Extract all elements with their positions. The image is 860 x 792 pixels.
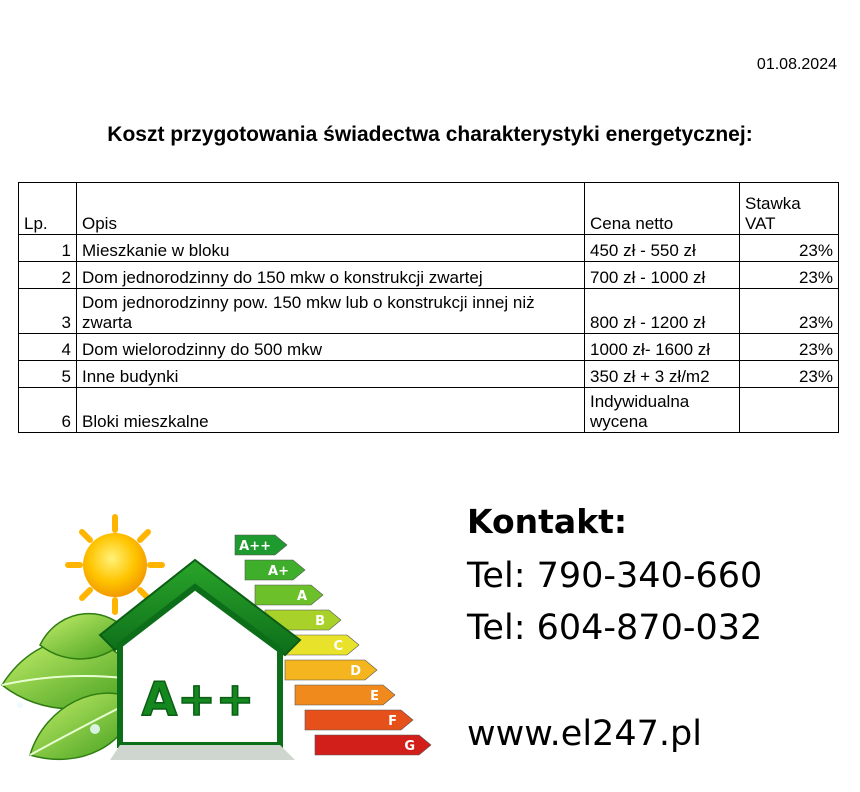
header-cena: Cena netto [585, 183, 740, 235]
table-row [19, 334, 839, 361]
cell-vat: 23% [740, 235, 839, 262]
energy-logo [0, 505, 440, 792]
table-row [19, 235, 839, 262]
table-header-row [19, 183, 839, 235]
contact-phone-2[interactable]: Tel: 604-870-032 [467, 608, 763, 648]
energy-class-label: D [350, 664, 361, 679]
cell-opis: Dom wielorodzinny do 500 mkw [77, 334, 585, 361]
energy-class-label: E [370, 689, 379, 704]
cell-lp: 5 [19, 361, 77, 388]
cell-cena: 700 zł - 1000 zł [585, 262, 740, 289]
cell-opis: Mieszkanie w bloku [77, 235, 585, 262]
energy-class-arrow [295, 685, 395, 705]
energy-class-label: B [315, 614, 325, 629]
cell-vat: 23% [740, 361, 839, 388]
energy-class-arrow [255, 585, 323, 605]
cell-lp: 4 [19, 334, 77, 361]
cell-lp: 3 [19, 289, 77, 334]
table-row [19, 361, 839, 388]
energy-class-label: F [388, 714, 397, 729]
energy-class-label: G [404, 739, 415, 754]
document-date: 01.08.2024 [756, 56, 837, 73]
header-lp: Lp. [19, 183, 77, 235]
contact-website-link[interactable]: www.el247.pl [467, 714, 702, 754]
cell-vat: 23% [740, 289, 839, 334]
cell-vat [740, 388, 839, 433]
energy-class-label: A++ [239, 539, 271, 554]
cell-lp: 2 [19, 262, 77, 289]
cell-vat: 23% [740, 262, 839, 289]
header-vat: Stawka VAT [740, 183, 839, 235]
table-row [19, 289, 839, 334]
cell-lp: 6 [19, 388, 77, 433]
contact-title: Kontakt: [467, 502, 628, 541]
cell-opis: Bloki mieszkalne [77, 388, 585, 433]
cell-cena: Indywidualna wycena [585, 388, 740, 433]
cell-opis: Inne budynki [77, 361, 585, 388]
cell-cena: 350 zł + 3 zł/m2 [585, 361, 740, 388]
cell-vat: 23% [740, 334, 839, 361]
energy-class-label: A [296, 589, 307, 604]
energy-class-label: C [333, 639, 343, 654]
price-table [18, 182, 839, 433]
cell-cena: 450 zł - 550 zł [585, 235, 740, 262]
energy-class-arrow [285, 660, 377, 680]
table-row [19, 388, 839, 433]
header-opis: Opis [77, 183, 585, 235]
cell-opis: Dom jednorodzinny do 150 mkw o konstrukcji zwartej [77, 262, 585, 289]
cell-cena: 800 zł - 1200 zł [585, 289, 740, 334]
cell-cena: 1000 zł- 1600 zł [585, 334, 740, 361]
contact-phone-1[interactable]: Tel: 790-340-660 [467, 556, 763, 596]
energy-class-label: A+ [268, 564, 289, 579]
table-row [19, 262, 839, 289]
cell-opis: Dom jednorodzinny pow. 150 mkw lub o konstrukcji innej niż zwarta [77, 289, 585, 334]
document-title: Koszt przygotowania świadectwa charakterystyki energetycznej: [107, 123, 753, 146]
house-label: A++ [141, 672, 255, 726]
cell-lp: 1 [19, 235, 77, 262]
